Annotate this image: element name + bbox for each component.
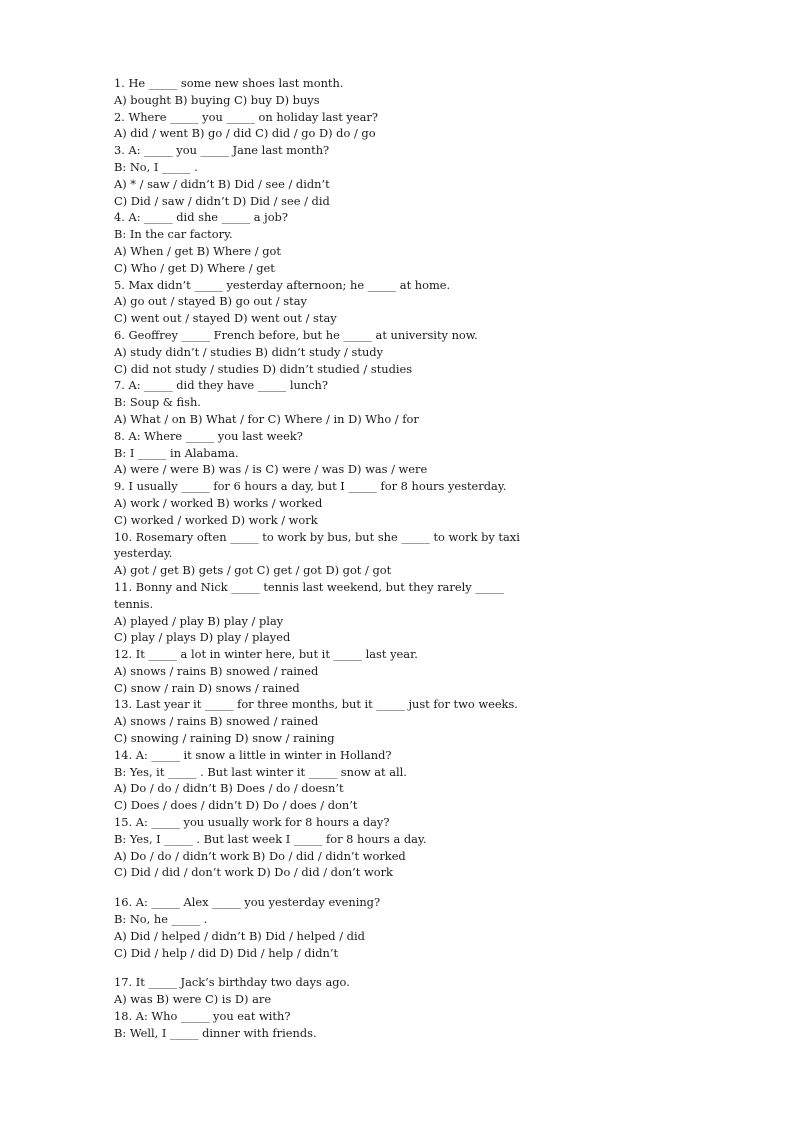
options-4a: A) When / get B) Where / got xyxy=(114,243,281,258)
options-10: A) got / get B) gets / got C) get / got D) got / got xyxy=(114,563,392,578)
options-1: A) bought B) buying C) buy D) buys xyxy=(114,92,320,107)
question-11-cont: tennis. xyxy=(114,596,154,611)
question-15: 15. A: _____ you usually work for 8 hours a day? xyxy=(114,815,390,830)
question-7-reply: B: Soup & fish. xyxy=(114,395,201,410)
question-14: 14. A: _____ it snow a little in winter in Holland? xyxy=(114,747,392,762)
options-11b: C) play / plays D) play / played xyxy=(114,630,291,645)
options-8: A) were / were B) was / is C) were / was D) was / were xyxy=(114,462,428,477)
paragraph-gap xyxy=(114,881,484,894)
options-7: A) What / on B) What / for C) Where / in D) Who / for xyxy=(114,411,419,426)
question-15-reply: B: Yes, I _____ . But last week I _____ for 8 hours a day. xyxy=(114,831,427,846)
options-3a: A) * / saw / didn’t B) Did / see / didn’t xyxy=(114,176,330,191)
question-12: 12. It _____ a lot in winter here, but it _____ last year. xyxy=(114,647,418,662)
question-18: 18. A: Who _____ you eat with? xyxy=(114,1009,291,1024)
options-2: A) did / went B) go / did C) did / go D) do / go xyxy=(114,126,376,141)
options-9a: A) work / worked B) works / worked xyxy=(114,495,323,510)
worksheet xyxy=(114,75,520,1042)
options-13a: A) snows / rains B) snowed / rained xyxy=(114,714,319,729)
question-18-reply: B: Well, I _____ dinner with friends. xyxy=(114,1025,317,1040)
options-12b: C) snow / rain D) snows / rained xyxy=(114,680,300,695)
question-11: 11. Bonny and Nick _____ tennis last weekend, but they rarely _____ xyxy=(114,579,504,594)
options-12a: A) snows / rains B) snowed / rained xyxy=(114,663,319,678)
question-17: 17. It _____ Jack’s birthday two days ago. xyxy=(114,975,350,990)
options-14a: A) Do / do / didn’t B) Does / do / doesn’t xyxy=(114,781,344,796)
question-7: 7. A: _____ did they have _____ lunch? xyxy=(114,378,328,393)
options-15a: A) Do / do / didn’t work B) Do / did / didn’t worked xyxy=(114,848,406,863)
question-3: 3. A: _____ you _____ Jane last month? xyxy=(114,143,330,158)
question-10-cont: yesterday. xyxy=(114,546,173,561)
paragraph-gap xyxy=(114,961,484,974)
options-17: A) was B) were C) is D) are xyxy=(114,992,272,1007)
question-4-reply: B: In the car factory. xyxy=(114,227,233,242)
options-13b: C) snowing / raining D) snow / raining xyxy=(114,731,335,746)
options-5a: A) go out / stayed B) go out / stay xyxy=(114,294,307,309)
question-5: 5. Max didn’t _____ yesterday afternoon; he _____ at home. xyxy=(114,277,451,292)
question-16-reply: B: No, he _____ . xyxy=(114,912,208,927)
options-6a: A) study didn’t / studies B) didn’t study / study xyxy=(114,344,384,359)
options-16b: C) Did / help / did D) Did / help / didn’t xyxy=(114,945,339,960)
options-15b: C) Did / did / don’t work D) Do / did / don’t work xyxy=(114,865,393,880)
options-3b: C) Did / saw / didn’t D) Did / see / did xyxy=(114,193,330,208)
question-2: 2. Where _____ you _____ on holiday last year? xyxy=(114,109,378,124)
question-1: 1. He _____ some new shoes last month. xyxy=(114,76,344,90)
options-9b: C) worked / worked D) work / work xyxy=(114,512,318,527)
options-16a: A) Did / helped / didn’t B) Did / helped / did xyxy=(114,928,365,943)
options-4b: C) Who / get D) Where / get xyxy=(114,260,275,275)
question-3-reply: B: No, I _____ . xyxy=(114,159,198,174)
question-16: 16. A: _____ Alex _____ you yesterday evening? xyxy=(114,895,381,910)
question-8: 8. A: Where _____ you last week? xyxy=(114,428,303,443)
question-4: 4. A: _____ did she _____ a job? xyxy=(114,210,288,225)
options-5b: C) went out / stayed D) went out / stay xyxy=(114,311,337,326)
question-6: 6. Geoffrey _____ French before, but he _____ at university now. xyxy=(114,327,478,342)
question-8-reply: B: I _____ in Alabama. xyxy=(114,445,239,460)
question-10: 10. Rosemary often _____ to work by bus, but she _____ to work by taxi xyxy=(114,529,520,544)
options-6b: C) did not study / studies D) didn’t studied / studies xyxy=(114,361,413,376)
question-14-reply: B: Yes, it _____ . But last winter it _____ snow at all. xyxy=(114,764,407,779)
options-14b: C) Does / does / didn’t D) Do / does / don’t xyxy=(114,798,358,813)
question-13: 13. Last year it _____ for three months, but it _____ just for two weeks. xyxy=(114,697,518,712)
options-11a: A) played / play B) play / play xyxy=(114,613,284,628)
question-9: 9. I usually _____ for 6 hours a day, but I _____ for 8 hours yesterday. xyxy=(114,479,507,494)
